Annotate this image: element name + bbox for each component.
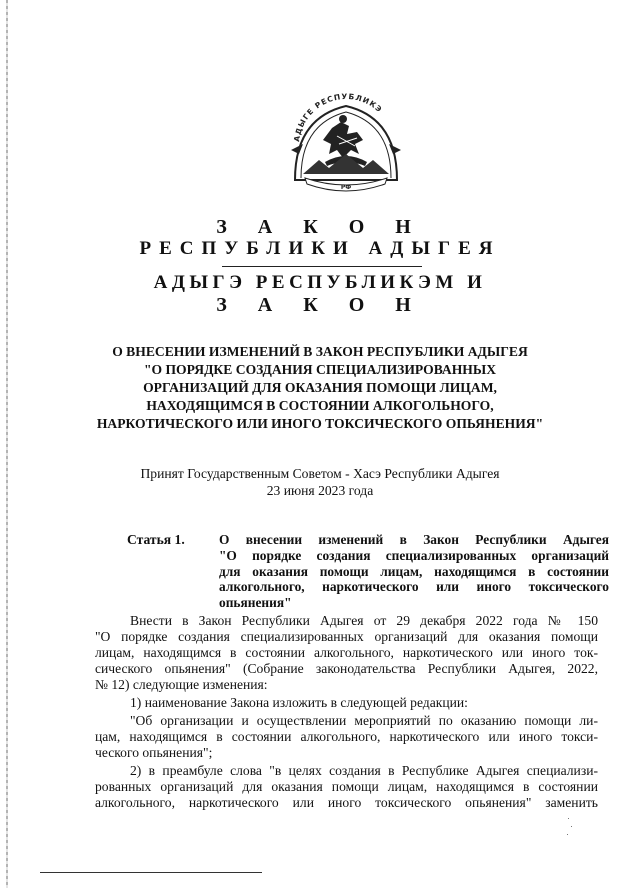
- article-title-line: опьянения": [219, 595, 292, 611]
- law-heading-ady-1: АДЫГЭ РЕСПУБЛИКЭМ И: [153, 272, 487, 293]
- body-line: сического опьянения" (Собрание законодательства Республики Адыгея, 2022,: [95, 661, 598, 676]
- article-title-line: для оказания помощи лицам, находящимся в состоянии: [219, 563, 609, 579]
- article-label: Статья 1.: [127, 532, 185, 547]
- law-heading-ru-2: РЕСПУБЛИКИ АДЫГЕЯ: [139, 238, 501, 259]
- body-line: алкогольного, наркотического или иного токсического опьянения" заменить: [95, 795, 598, 810]
- scan-speck: [571, 826, 572, 827]
- emblem-ring-text: АДЫГЕ РЕСПУБЛИКЭ: [292, 91, 385, 143]
- body-line: Внести в Закон Республики Адыгея от 29 декабря 2022 года № 150: [130, 613, 598, 628]
- law-heading-ru-1: З А К О Н: [216, 216, 424, 238]
- doc-title-line: НАРКОТИЧЕСКОГО ИЛИ ИНОГО ТОКСИЧЕСКОГО ОПЬЯНЕНИЯ": [96, 416, 544, 431]
- adoption-authority: Принят Государственным Советом - Хасэ Республики Адыгея: [140, 466, 500, 481]
- emblem-bottom-text: РФ: [340, 184, 352, 191]
- scan-speck: [567, 834, 568, 835]
- footnote-rule: [40, 872, 262, 873]
- article-title-line: "О порядке создания специализированных организаций: [219, 547, 609, 563]
- scan-speck: [568, 818, 569, 819]
- doc-title-line: НАХОДЯЩИМСЯ В СОСТОЯНИИ АЛКОГОЛЬНОГО,: [146, 398, 494, 413]
- body-line: рованных организаций для оказания помощи лицам, находящимся в состоянии: [95, 779, 598, 794]
- emblem-of-republic-of-adygea: [277, 88, 415, 200]
- body-line: ческого опьянения";: [95, 745, 213, 760]
- body-line: 1) наименование Закона изложить в следующей редакции:: [130, 695, 468, 710]
- law-heading-ady-2: З А К О Н: [216, 294, 424, 316]
- doc-title-line: О ВНЕСЕНИИ ИЗМЕНЕНИЙ В ЗАКОН РЕСПУБЛИКИ АДЫГЕЯ: [112, 344, 528, 359]
- doc-title-line: "О ПОРЯДКЕ СОЗДАНИЯ СПЕЦИАЛИЗИРОВАННЫХ: [143, 362, 497, 377]
- article-title: [219, 532, 609, 611]
- article-title-line: О внесении изменений в Закон Республики Адыгея: [219, 532, 609, 547]
- doc-title-line: ОРГАНИЗАЦИЙ ДЛЯ ОКАЗАНИЯ ПОМОЩИ ЛИЦАМ,: [143, 380, 497, 395]
- article-title-line: алкогольного, наркотического или иного токсического: [219, 579, 609, 595]
- body-line: "Об организации и осуществлении мероприятий по оказанию помощи ли-: [130, 713, 598, 728]
- adoption-date: 23 июня 2023 года: [266, 483, 374, 498]
- body-line: лицам, находящимся в состоянии алкогольного, наркотического или иного ток-: [95, 645, 598, 660]
- body-line: "О порядке создания специализированных организаций для оказания помощи: [95, 629, 598, 644]
- body-line: № 12) следующие изменения:: [95, 677, 268, 692]
- heading-divider: [222, 266, 422, 267]
- body-line: цам, находящимся в состоянии алкогольного, наркотического или иного токси-: [95, 729, 598, 744]
- body-line: 2) в преамбуле слова "в целях создания в Республике Адыгея специализи-: [130, 763, 598, 778]
- scan-edge-artifact: [6, 0, 8, 888]
